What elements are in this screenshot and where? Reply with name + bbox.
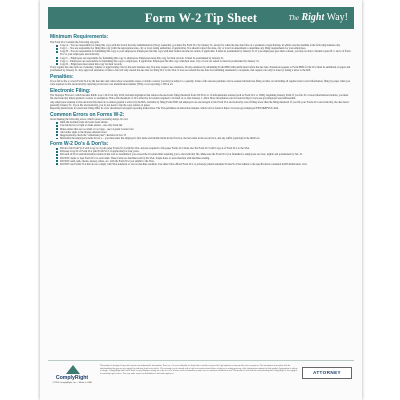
copyright-text: ©2024 ComplyRight, Inc. • Made in USA xyxy=(52,382,92,384)
complyright-logo-icon xyxy=(66,365,80,374)
tip-sheet-content xyxy=(50,33,352,357)
common-errors-intro: Avoid making the following errors, which cause processing delays. Do not: xyxy=(50,117,129,121)
tip-sheet-page xyxy=(40,0,362,400)
min-req-list xyxy=(50,44,352,66)
list-item: Use ink that is too light to make entries – use only black ink xyxy=(56,124,352,127)
list-item: DO NOT send cash, checks, money orders, etc. with the Form W-2 you submit to the SSA. xyxy=(56,160,352,163)
list-item: Copy D – Employers must retain this copy for their records. xyxy=(56,63,352,66)
section-heading-common-errors: Common Errors on Forms W-2: xyxy=(50,111,125,118)
tagline-the: The xyxy=(288,14,299,22)
attorney-logo xyxy=(302,367,352,379)
list-item: Copy A – You are responsible for filing this copy with the Social Security Administration (SSA). Generally, you must file Form W-2 by January 31, except for when the due date falls on a weekend or legal holiday, in which case the deadline is the following business day. xyxy=(56,44,352,47)
section-heading-penalties: Penalties: xyxy=(50,73,74,80)
list-item: Misformat the employee's name in box e – you must enter the employee's first name and middle initial in the first box, the last name in the second box, and any suffix (optional) in the third box xyxy=(56,137,352,140)
attorney-logo-text: ATTORNEY xyxy=(312,370,342,375)
tagline xyxy=(288,12,348,23)
min-req-after: If any regular due date falls on a Saturday, Sunday or legal holiday, file by the next business day. You may request one extension. 30-day extension by submitting Form 8809 with justification before the due date. Extension requests to Form 8809 for the W-2 must be submitted on paper and postmarked by January 31. Any approved extension of time to file will only extend the due date for filing W-2 to the SSA. It does not extend the due date for furnishing statements to recipients, that request can only be done by faxing a letter to the IRS. xyxy=(50,66,351,73)
e-filing-text-3: Reporting instructions for electronic filing differ in a few situations from paper reporting instructions. The SSA publishes an instruction manual, which can be found at https://www.ssa.gov/employer/EFW2&EFW2C.htm. xyxy=(50,107,279,111)
tagline-right: Right xyxy=(301,12,325,23)
footer-divider xyxy=(48,360,354,361)
min-req-intro: The Form W-2 contains the following six parts: xyxy=(50,40,100,44)
common-errors-list xyxy=(50,121,352,140)
list-item: Omit the decimal point and cents from entries xyxy=(56,121,352,124)
list-item: Add dollar signs to the money-amount boxes xyxy=(56,131,352,134)
section-heading-e-filing: Electronic Filing: xyxy=(50,87,91,94)
list-item: Copy C – Employees are responsible for furnishing this copy to employees. Employees keep this copy for their records. It must be postmarked by January 31. xyxy=(56,57,352,60)
tagline-way: Way! xyxy=(326,12,348,23)
penalties-text: If you fail to file a correct Form W-2 by the due date and cannot show reasonable cause or obtain a waiver you may be subject to a penalty. Some of the reasons penalties can be assessed include late filing on time, not including all required and correct information, filing by paper when you were required to file electronically, reporting an incorrect tax identification number (TIN) or not reporting a TIN at all. xyxy=(50,80,350,87)
list-item: DO keep Copy D of Form W-2 (and Form W-3, if applicable) for four years. xyxy=(56,150,352,153)
title-banner xyxy=(48,7,354,29)
legal-disclaimer: This product is designed to provide accurate and authoritative information. However, it is not a substitute for legal advice and does not provide legal opinions on any specific facts or practices. The information is provided with the understanding that you are not engaged in rendering legal or tax advice. We encourage you to consult with a legal or tax professional before relying on or acting upon any of the information contained in this product. Information is subject to change. ComplyRight shall not be liable for any damages arising out of the use of or reliance on the information or any errors or omissions contained herein. This product is sold with the understanding that ComplyRight is not engaged in rendering legal services. You may make copies for distribution to staff and employees. xyxy=(100,365,298,375)
list-item: DO NOT staple or tape Form W-2 to each other. These forms are machine read by the SSA. Staple holes or tears interfere with machine reading. xyxy=(56,157,352,160)
list-item: DO also file Form W-3 with Copy A of your paper Forms W-2 with the SSA. Anyone required to file paper Forms W-2 must also file Form W-3 with Copy A of Form W-2 to the SSA. xyxy=(56,147,352,150)
page-title: Form W-2 Tip Sheet xyxy=(144,11,258,25)
dos-donts-list xyxy=(50,147,352,166)
list-item: DO NOT use Forms W-2 that do not comply with SSA standards or are not machine readable. Use either SSA official Form W-2 or privately printed substitute Forms W-2 that adhere to the specifications contained in IRS Publication 1141. xyxy=(56,163,352,166)
section-heading-dos-donts: Form W-2 Do's & Don'ts: xyxy=(50,141,109,148)
e-filing-text-1: The Taxpayer First Act, which became Public Law 116-25 in July 2019, included legislation that reduces the electronic filing threshold from 250 W-2s to 10 informational returns (such as Form W-2 or 1099), beginning January 2024. If you file 10 or more informational returns, you must file electronically unless granted a waiver or exemption. This e-file threshold of 10 is effective for returns required to be filed on or after January 1, 2024. More information can be found at https://www.ssa.gov/employer/ssawebfiles.html. xyxy=(50,93,349,101)
list-item: Copy B – You are responsible for furnishing this copy to your employees. Employees file this copy with their federal income tax return, if applicable. It must be postmarked by January 31. If your employees give their consent, you may be able to furnish copies B, C and 2 of Form W-2 to your employees electronically. xyxy=(56,50,352,56)
section-heading-min-req: Minimum Requirements: xyxy=(50,34,109,41)
complyright-logo xyxy=(50,365,94,393)
list-item: Copy 2 – Employees are responsible for furnishing this copy to employees, if applicable. Employees file this copy with their state, city or local tax return. It must be postmarked by January 31. xyxy=(56,60,352,63)
list-item: Make entries that are too small or too large – use 12-point Courier font xyxy=(56,128,352,131)
list-item: Copy 1 – You are responsible for filing this copy (with the appropriate state, city or local taxing authorities, if applicable). You should contact the state, city or local tax department to determine any filing requirements for your employees. xyxy=(56,47,352,50)
e-filing-text-2: Any employers required to file electronically must do so unless granted a waiver by the IRS, available by filing Form 8508. All employers are encouraged to file Form W-2 electronically even if filing fewer than the filing threshold. If you file your Forms W-2 electronically, the due date is generally January 31. If you file electronically, you do not need to file the copy returns on paper. xyxy=(50,100,350,107)
complyright-logo-name: ComplyRight xyxy=(55,375,89,381)
list-item: Inappropriately check the "retirement plan" checkbox in box 13 xyxy=(56,134,352,137)
list-item: DO send all W-2s and information returns in the total to determine if you exceed the 10 return limit requiring you to electronically file. Make sure the Form W-2 you furnished to employees are clear, legible and postmarked by Jan. 31. xyxy=(56,153,352,156)
